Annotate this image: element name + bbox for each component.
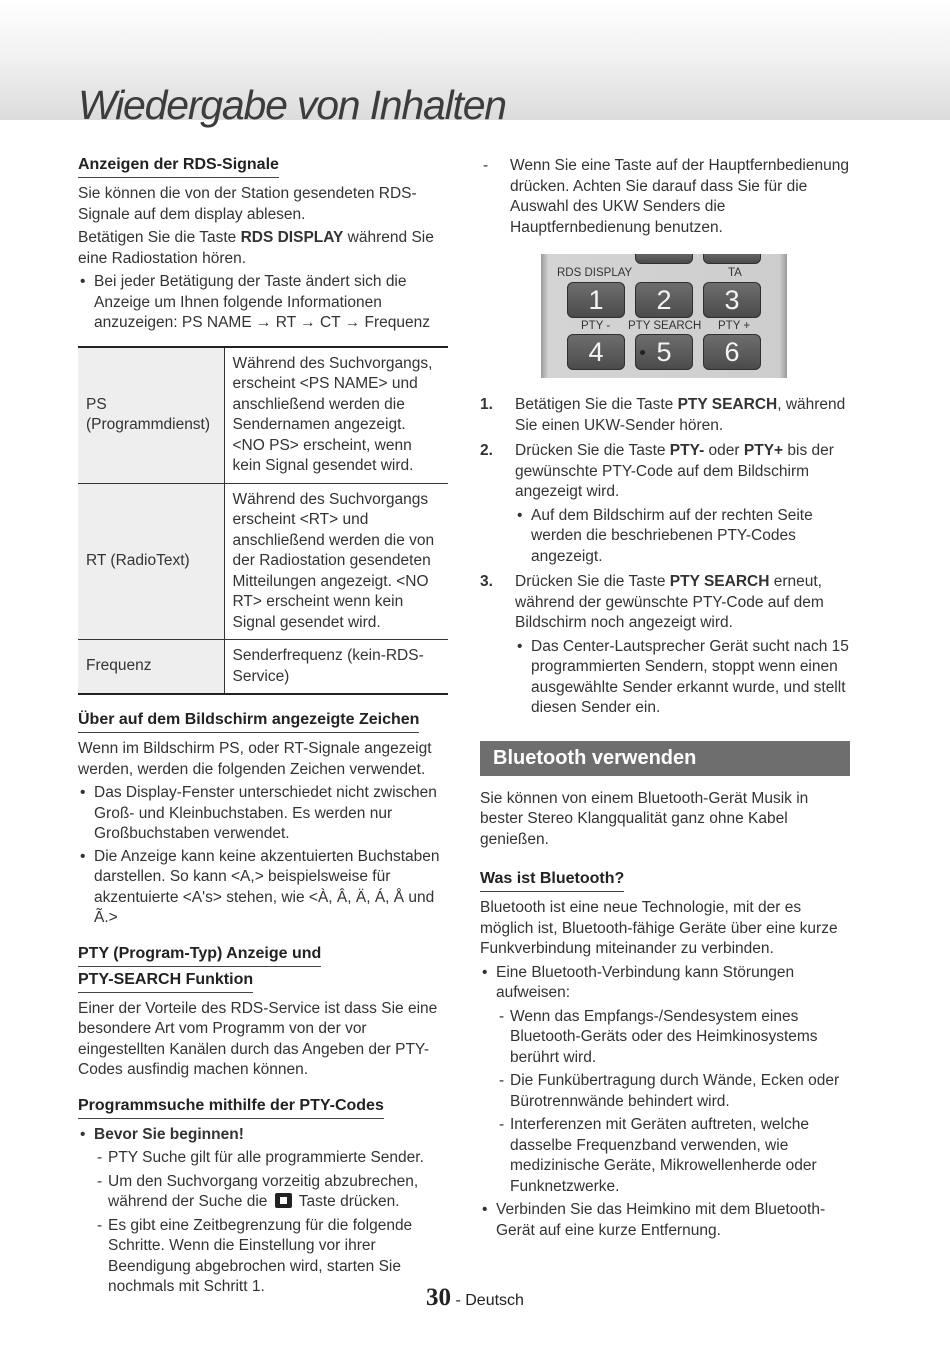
step-text: erneut, während der gewünschte PTY-Code auf dem Bildschirm noch angezeigt wird.	[515, 573, 824, 631]
step-text: Drücken Sie die Taste	[515, 573, 670, 590]
step-key: PTY+	[743, 442, 784, 459]
step-text: Betätigen Sie die Taste	[515, 396, 678, 413]
step-key: PTY SEARCH	[669, 573, 770, 590]
table-key-frequenz: Frequenz	[78, 640, 224, 695]
step-text: , während Sie einen UKW-Sender hören.	[515, 396, 846, 434]
intro-dash	[480, 156, 852, 238]
remote-key-top	[703, 254, 761, 264]
key-5-tactile-dot	[640, 350, 645, 355]
step-number: 2.	[480, 442, 493, 459]
search-bullet	[78, 1125, 450, 1298]
intro-dash-list	[480, 156, 852, 238]
rds-table	[78, 346, 448, 696]
table-value-ps: Während des Suchvorgangs, erscheint <PS NAME> und anschließend werden die Sendernamen angezeigt. <NO PS> erscheint, wenn kein Signal gesendet wird.	[224, 347, 448, 484]
chars-bullet-1: • Das Display-Fenster unterschiedet nicht zwischen Groß- und Kleinbuchstaben. Es werden nur Großbuchstaben verwendet.	[78, 783, 450, 845]
step-text: bis der gewünschte PTY-Code auf dem Bildschirm angezeigt wird.	[515, 442, 834, 500]
bluetooth-bullet-1	[480, 963, 852, 1198]
page-footer	[0, 1284, 950, 1312]
table-row	[78, 483, 448, 640]
table-value-rt: Während des Suchvorgangs erscheint <RT> und anschließend werden die von der Radiostation gesendeten Mitteilungen angezeigt. <NO RT> erscheint wenn kein Signal gesendet wird.	[224, 483, 448, 640]
label-pty-search: PTY SEARCH	[628, 320, 702, 332]
bluetooth-intro: Sie können von einem Bluetooth-Gerät Musik in bester Stereo Klangqualität ganz ohne Kabel genießen.	[480, 789, 809, 848]
rds-heading: Anzeigen der RDS-Signale	[78, 154, 279, 178]
label-pty-plus: PTY +	[718, 320, 751, 332]
step-1	[480, 395, 852, 436]
step-text: oder	[704, 442, 744, 459]
chars-bullet-list	[78, 783, 450, 929]
key-2: 2	[635, 282, 693, 318]
before-you-start: Bevor Sie beginnen!	[94, 1125, 244, 1143]
bluetooth-dash-list	[496, 1007, 852, 1198]
right-column	[480, 154, 852, 1243]
pty-heading-line-2: PTY-SEARCH Funktion	[78, 969, 253, 993]
stop-text-pre: Um den Suchvorgang vorzeitig abzubrechen, während der Suche die	[108, 1172, 419, 1210]
label-ta: TA	[728, 267, 742, 279]
search-heading-block	[78, 1095, 450, 1125]
bluetooth-bullet-list	[480, 963, 852, 1242]
key-6: 6	[703, 334, 761, 370]
stop-icon	[275, 1193, 292, 1208]
step-2-bullets	[515, 506, 852, 568]
page-language: Deutsch	[465, 1292, 524, 1309]
rds-display-key: RDS DISPLAY	[240, 229, 344, 246]
step-text: Drücken Sie die Taste	[515, 442, 670, 459]
bluetooth-paragraph: Bluetooth ist eine neue Technologie, mit der es möglich ist, Bluetooth-fähige Geräte über eine kurze Funkverbindung miteinander zu verbinden.	[480, 899, 838, 957]
bluetooth-dash-3: - Interferenzen mit Geräten auftreten, welche dasselbe Frequenzband verwenden, wie medizinische Geräte, Mikrowellenherde oder Funknetzwerke.	[496, 1115, 852, 1197]
pty-heading-line-1: PTY (Program-Typ) Anzeige und	[78, 943, 321, 967]
step-3-bullet: • Das Center-Lautsprecher Gerät sucht nach 15 programmierten Sendern, stoppt wenn einen ausgewählte Sender erkannt wurde, und stellt diesen Sender ein.	[515, 637, 852, 719]
remote-control-illustration	[541, 254, 787, 378]
bluetooth-heading: Was ist Bluetooth?	[480, 868, 624, 892]
step-3	[480, 572, 852, 719]
table-key-rt: RT (RadioText)	[78, 483, 224, 640]
intro-dash-text: Wenn Sie eine Taste auf der Hauptfernbedienung drücken. Achten Sie darauf dass Sie für die Auswahl des UKW Senders die Hauptfernbedienung benutzen.	[510, 157, 849, 236]
chars-bullet-2: • Die Anzeige kann keine akzentuierten Buchstaben darstellen. So kann <A,> beispielsweise für akzentuierte <A's> stehen, wie <À, Â, Ä, Á, Å und Ã.>	[78, 847, 450, 929]
rds-p2-text: Betätigen Sie die Taste	[78, 229, 241, 246]
rds-bullet: • Bei jeder Betätigung der Taste ändert sich die Anzeige um Ihnen folgende Informationen anzuzeigen: PS NAME → RT → CT → Frequenz	[78, 272, 450, 334]
page-title: Wiedergabe von Inhalten	[78, 82, 506, 128]
rds-p2-text-end: während Sie eine Radiostation hören.	[78, 229, 434, 267]
search-dash-2	[94, 1172, 450, 1213]
search-dash-1: - PTY Suche gilt für alle programmierte Sender.	[94, 1148, 450, 1169]
key-1: 1	[567, 282, 625, 318]
pty-paragraph: Einer der Vorteile des RDS-Service ist dass Sie eine besondere Art vom Programm von der vor eingestellten Kanälen durch das Angeben der PTY-Codes ausfindig machen können.	[78, 999, 438, 1078]
chars-paragraph: Wenn im Bildschirm PS, oder RT-Signale angezeigt werden, werden die folgenden Zeichen verwendet.	[78, 740, 432, 778]
pty-steps	[480, 395, 852, 719]
remote-key-top	[635, 254, 693, 264]
search-dash-list	[94, 1148, 450, 1298]
rds-paragraph-2	[78, 228, 450, 269]
key-3: 3	[703, 282, 761, 318]
bluetooth-bullet-1-text: Eine Bluetooth-Verbindung kann Störungen aufweisen:	[496, 963, 795, 1001]
bluetooth-heading-block	[480, 864, 852, 898]
table-row	[78, 640, 448, 695]
table-row	[78, 347, 448, 484]
left-column	[78, 154, 450, 1301]
search-bullet-list	[78, 1125, 450, 1298]
table-key-ps: PS (Programmdienst)	[78, 347, 224, 484]
step-key: PTY SEARCH	[677, 396, 778, 413]
step-number: 3.	[480, 573, 493, 590]
rds-paragraph-1: Sie können die von der Station gesendeten RDS-Signale auf dem display ablesen.	[78, 185, 417, 223]
step-2-bullet: • Auf dem Bildschirm auf der rechten Seite werden die beschriebenen PTY-Codes angezeigt.	[515, 506, 852, 568]
step-2	[480, 441, 852, 567]
pty-heading-block	[78, 943, 450, 999]
chars-heading: Über auf dem Bildschirm angezeigte Zeichen	[78, 709, 419, 733]
page-separator: -	[451, 1292, 466, 1309]
search-heading: Programmsuche mithilfe der PTY-Codes	[78, 1095, 384, 1119]
key-4: 4	[567, 334, 625, 370]
bluetooth-dash-2: - Die Funkübertragung durch Wände, Ecken oder Bürotrennwände behindert wird.	[496, 1071, 852, 1112]
search-dash-3: - Es gibt eine Zeitbegrenzung für die folgende Schritte. Wenn die Einstellung vor ihrer Beendigung abgebrochen wird, starten Sie nochmals mit Schritt 1.	[94, 1216, 450, 1298]
label-rds-display: RDS DISPLAY	[557, 267, 633, 279]
bluetooth-section-banner: Bluetooth verwenden	[480, 741, 850, 776]
step-key: PTY-	[669, 442, 705, 459]
rds-bullet-list	[78, 272, 450, 334]
bluetooth-bullet-2: • Verbinden Sie das Heimkino mit dem Bluetooth-Gerät auf eine kurze Entfernung.	[480, 1200, 852, 1241]
key-5: 5	[635, 334, 693, 370]
label-pty-minus: PTY -	[581, 320, 611, 332]
bluetooth-dash-1: - Wenn das Empfangs-/Sendesystem eines Bluetooth-Geräts oder des Heimkinosystems berührt wird.	[496, 1007, 852, 1069]
stop-text-post: Taste drücken.	[294, 1193, 400, 1210]
page-number: 30	[426, 1284, 452, 1311]
step-number: 1.	[480, 396, 493, 413]
table-value-frequenz: Senderfrequenz (kein-RDS-Service)	[224, 640, 448, 695]
step-3-bullets	[515, 637, 852, 719]
